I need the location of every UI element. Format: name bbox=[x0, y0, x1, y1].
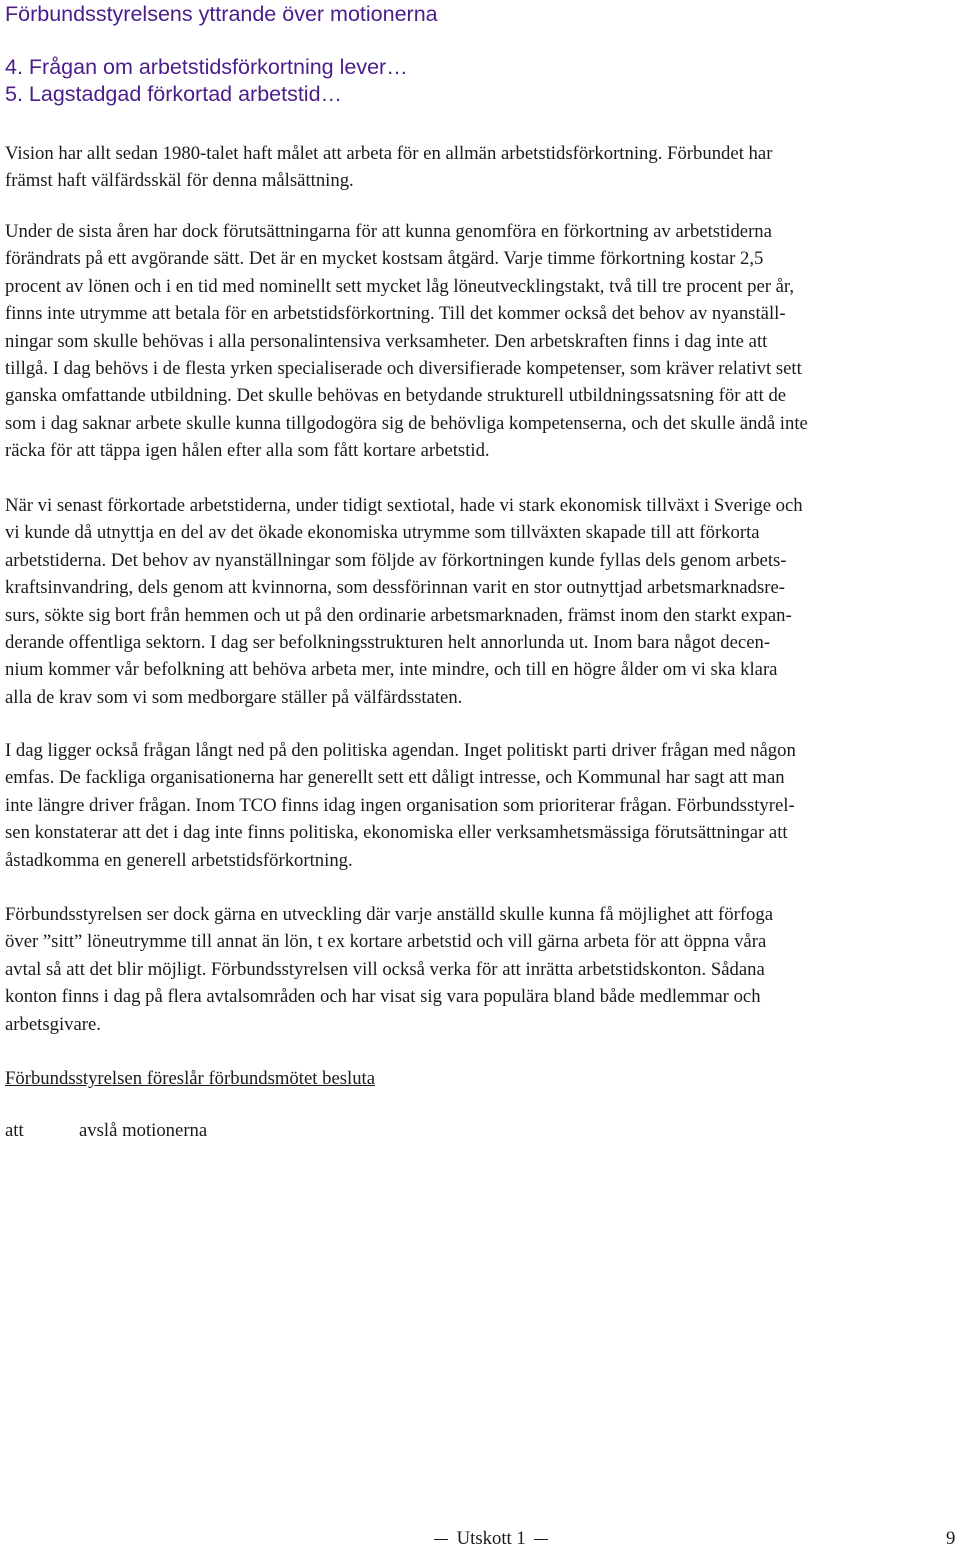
paragraph-line: konton finns i dag på flera avtalsområden och har visat sig vara populära bland både medlemmar och bbox=[5, 986, 761, 1008]
paragraph-line: När vi senast förkortade arbetstiderna, under tidigt sextiotal, hade vi stark ekonomisk tillväxt i Sverige och bbox=[5, 495, 803, 516]
decision-att: att bbox=[5, 1120, 24, 1141]
paragraph-line: ningar som skulle behövas i alla personalintensiva verksamheter. Den arbetskraften finns i dag inte att bbox=[5, 330, 768, 352]
paragraph-line: alla de krav som vi som medborgare ställer på välfärdsstaten. bbox=[5, 686, 463, 708]
motion-headings bbox=[5, 54, 408, 108]
document-title: Förbundsstyrelsens yttrande över motionerna bbox=[5, 2, 438, 26]
paragraph-line: procent av lönen och i en tid med nominellt sett mycket låg löneutvecklingstakt, två till tre procent per år, bbox=[5, 275, 795, 297]
paragraph-line: tillgå. I dag behövs i de flesta yrken specialiserade och diversifierade kompetenser, som kräver relativt sett bbox=[5, 358, 802, 380]
paragraph-line: nium kommer vår befolkning att behöva arbeta mer, inte mindre, och till en högre ålder om vi ska klara bbox=[5, 659, 778, 681]
paragraph-line: emfas. De fackliga organisationerna har generellt sett ett dåligt intresse, och Kommunal har sagt att man bbox=[5, 767, 785, 789]
paragraph-line: Förbundsstyrelsen ser dock gärna en utveckling där varje anställd skulle kunna få möjlighet att förfoga bbox=[5, 904, 774, 925]
paragraph-line: förändrats på ett avgörande sätt. Det är en mycket kostsam åtgärd. Varje timme förkortning kostar 2,5 bbox=[5, 248, 764, 270]
motion-heading-4: 4. Frågan om arbetstidsförkortning lever… bbox=[5, 55, 408, 79]
paragraph-line: främst haft välfärdsskäl för denna målsättning. bbox=[5, 170, 354, 192]
paragraph-line: Under de sista åren har dock förutsättningarna för att kunna genomföra en förkortning av arbetstiderna bbox=[5, 221, 772, 242]
paragraph-line: Vision har allt sedan 1980-talet haft målet att arbeta för en allmän arbetstidsförkortning. Förbundet har bbox=[5, 143, 773, 164]
paragraph-line: avtal så att det blir möjligt. Förbundsstyrelsen vill också verka för att inrätta arbetstidskonton. Sådana bbox=[5, 958, 765, 980]
paragraph-line: vi kunde då utnyttja en del av det ökade ekonomiska utrymme som tillväxten skapade till att förkorta bbox=[5, 522, 760, 544]
paragraph-1 bbox=[5, 140, 940, 195]
paragraph-5 bbox=[5, 901, 940, 1038]
paragraph-line: I dag ligger också frågan långt ned på den politiska agendan. Inget politiskt parti driver frågan med någon bbox=[5, 740, 796, 761]
paragraph-line: arbetsgivare. bbox=[5, 1013, 101, 1035]
page-footer bbox=[0, 1527, 960, 1551]
paragraph-line: derande offentliga sektorn. I dag ser befolkningsstrukturen helt annorlunda ut. Inom bara något decen- bbox=[5, 632, 771, 654]
paragraph-line: räcka för att täppa igen hålen efter alla som fått kortare arbetstid. bbox=[5, 440, 490, 462]
paragraph-line: arbetstiderna. Det behov av nyanställningar som följde av förkortningen kunde fyllas dels genom arbets- bbox=[5, 549, 787, 571]
paragraph-line: finns inte utrymme att betala för en arbetstidsförkortning. Till det kommer också det behov av nyanställ- bbox=[5, 303, 786, 325]
paragraph-line: surs, sökte sig bort från hemmen och ut på den ordinarie arbetsmarknaden, främst inom den starkt expan- bbox=[5, 604, 792, 626]
paragraph-line: kraftsinvandring, dels genom att kvinnorna, som dessförinnan varit en stor outnyttjad arbetsmarknadsre- bbox=[5, 577, 786, 599]
dash-right bbox=[534, 1539, 548, 1541]
decision-text: avslå motionerna bbox=[79, 1120, 208, 1141]
paragraph-line: över ”sitt” löneutrymme till annat än lön, t ex kortare arbetstid och vill gärna arbeta för att öppna våra bbox=[5, 931, 767, 953]
dash-left bbox=[434, 1539, 448, 1541]
paragraph-4 bbox=[5, 737, 940, 874]
paragraph-2 bbox=[5, 218, 940, 465]
paragraph-line: som i dag saknar arbete skulle kunna tillgodogöra sig de behövliga kompetenserna, och det skulle ändå inte bbox=[5, 412, 808, 434]
page-number: 9 bbox=[946, 1528, 956, 1549]
footer-section-label: Utskott 1 bbox=[456, 1528, 526, 1549]
decision-line bbox=[5, 1117, 207, 1144]
paragraph-3 bbox=[5, 492, 940, 711]
motion-heading-5: 5. Lagstadgad förkortad arbetstid… bbox=[5, 82, 343, 106]
paragraph-line: inte längre driver frågan. Inom TCO finns idag ingen organisation som prioriterar frågan. Förbundsstyrel- bbox=[5, 794, 795, 816]
paragraph-line: sen konstaterar att det i dag inte finns politiska, ekonomiska eller verksamhetsmässiga förutsättningar att bbox=[5, 822, 788, 844]
proposal-label: Förbundsstyrelsen föreslår förbundsmötet besluta bbox=[5, 1068, 376, 1089]
paragraph-line: åstadkomma en generell arbetstidsförkortning. bbox=[5, 849, 353, 871]
footer-section bbox=[430, 1527, 552, 1551]
paragraph-line: ganska omfattande utbildning. Det skulle behövas en betydande strukturell utbildningssatsning för att de bbox=[5, 385, 787, 407]
